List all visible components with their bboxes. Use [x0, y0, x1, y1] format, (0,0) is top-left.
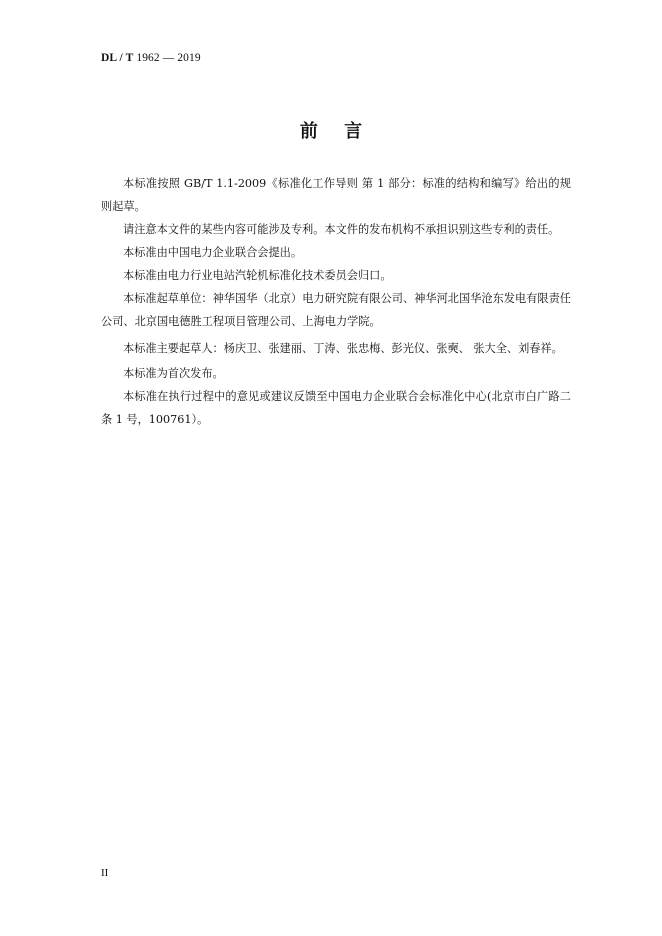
- paragraph-drafting-rules: 本标准按照 GB/T 1.1-2009《标准化工作导则 第 1 部分：标准的结构和编写》给出的规则起草。: [101, 177, 571, 213]
- standard-code: DL / T: [101, 52, 134, 64]
- paragraph-drafters: 本标准主要起草人：杨庆卫、张建丽、丁涛、张忠梅、彭光仪、张奭、 张大全、刘春祥。: [123, 342, 563, 355]
- paragraph-first-release: 本标准为首次发布。: [123, 367, 224, 380]
- foreword-body: [101, 172, 571, 431]
- paragraph-feedback: 本标准在执行过程中的意见或建议反馈至中国电力企业联合会标准化中心(北京市白广路二条 1 号，100761）。: [101, 390, 571, 426]
- standard-number: 1962 — 2019: [136, 52, 201, 64]
- paragraph-patent-notice: 请注意本文件的某些内容可能涉及专利。本文件的发布机构不承担识别这些专利的责任。: [123, 223, 560, 236]
- paragraph-drafting-units: 本标准起草单位：神华国华（北京）电力研究院有限公司、神华河北国华沧东发电有限责任公司、北京国电德胜工程项目管理公司、上海电力学院。: [101, 292, 571, 328]
- document-header: [101, 52, 201, 64]
- page-number: II: [101, 867, 109, 879]
- page-title: 前 言: [299, 121, 373, 142]
- paragraph-administrator: 本标准由电力行业电站汽轮机标准化技术委员会归口。: [123, 269, 392, 282]
- paragraph-proposer: 本标准由中国电力企业联合会提出。: [123, 246, 303, 259]
